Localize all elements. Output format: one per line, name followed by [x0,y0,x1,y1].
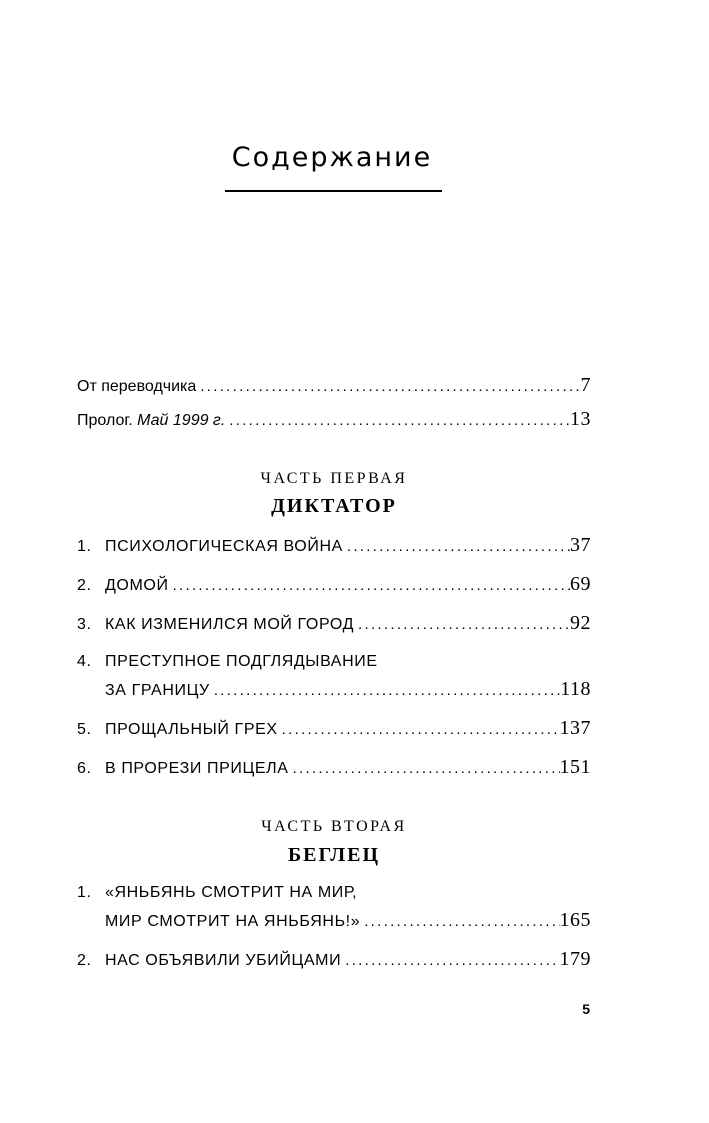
page-title: Содержание [231,142,433,173]
chapter-title: ПРЕСТУПНОЕ ПОДГЛЯДЫВАНИЕ [105,653,378,670]
toc-entry-label [77,950,341,972]
toc-entry-prologue[interactable] [77,408,591,432]
dot-leader [210,680,560,702]
chapter-number: 4. [77,653,92,670]
chapter-title: ДОМОЙ [105,577,169,594]
dot-leader [169,575,570,597]
chapter-number: 1. [77,538,92,555]
toc-entry-label [77,614,354,636]
toc-entry-label: От переводчика [77,378,197,395]
chapter-number: 1. [77,884,92,901]
chapter-title: МИР СМОТРИТ НА ЯНЬБЯНЬ!» [105,913,361,930]
part1-name: ДИКТАТОР [271,495,397,517]
part2-name: БЕГЛЕЦ [287,844,381,866]
chapter-title: ПРОЩАЛЬНЫЙ ГРЕХ [105,721,278,738]
toc-entry-label [77,719,278,741]
toc-entry-part2-ch2[interactable] [77,948,591,972]
toc-entry-label [77,911,360,933]
chapter-number: 5. [77,721,92,738]
toc-entry-part1-ch1[interactable] [77,534,591,558]
part1-label: ЧАСТЬ ПЕРВАЯ [260,470,408,487]
toc-entry-part1-ch2[interactable] [77,573,591,597]
toc-entry-page: 69 [570,573,591,595]
toc-entry-label [77,575,169,597]
title-underline [225,190,442,192]
toc-entry-page: 179 [559,948,591,970]
toc-entry-part2-ch1-line1[interactable] [77,882,357,904]
dot-leader [341,950,559,972]
toc-entry-part1-ch4[interactable] [77,678,591,702]
dot-leader [225,410,570,432]
toc-entry-label [77,410,225,432]
page-number: 5 [582,1001,590,1017]
part2-label: ЧАСТЬ ВТОРАЯ [261,818,407,835]
chapter-title: ПСИХОЛОГИЧЕСКАЯ ВОЙНА [105,538,343,555]
toc-entry-page: 37 [570,534,591,556]
toc-entry-part1-ch3[interactable] [77,612,591,636]
toc-entry-part1-ch5[interactable] [77,717,591,741]
toc-entry-part1-ch6[interactable] [77,756,591,780]
chapter-title: «ЯНЬБЯНЬ СМОТРИТ НА МИР, [105,884,358,901]
dot-leader [196,376,580,398]
toc-entry-page: 151 [559,756,591,778]
chapter-title: НАС ОБЪЯВИЛИ УБИЙЦАМИ [105,952,342,969]
toc-entry-page: 165 [559,909,591,931]
chapter-title: В ПРОРЕЗИ ПРИЦЕЛА [105,760,289,777]
chapter-number: 6. [77,760,92,777]
dot-leader [278,719,560,741]
dot-leader [289,758,560,780]
chapter-number: 2. [77,577,92,594]
toc-entry-label [77,758,289,780]
chapter-number: 2. [77,952,92,969]
dot-leader [343,536,570,558]
toc-entry-page: 118 [560,678,591,700]
toc-entry-page: 7 [580,374,591,396]
toc-entry-page: 137 [559,717,591,739]
chapter-title: ЗА ГРАНИЦУ [105,682,210,699]
prologue-date: Май 1999 г. [137,412,226,429]
toc-entry-part1-ch4-line1[interactable] [77,651,378,673]
toc-entry-label [77,680,210,702]
toc-entry-page: 13 [570,408,591,430]
toc-entry-part2-ch1[interactable] [77,909,591,933]
prologue-label: Пролог. [77,412,133,429]
toc-entry-label [77,536,343,558]
dot-leader [360,911,559,933]
dot-leader [354,614,570,636]
toc-entry-page: 92 [570,612,591,634]
chapter-title: КАК ИЗМЕНИЛСЯ МОЙ ГОРОД [105,616,355,633]
toc-entry-translator[interactable] [77,374,591,398]
chapter-number: 3. [77,616,92,633]
